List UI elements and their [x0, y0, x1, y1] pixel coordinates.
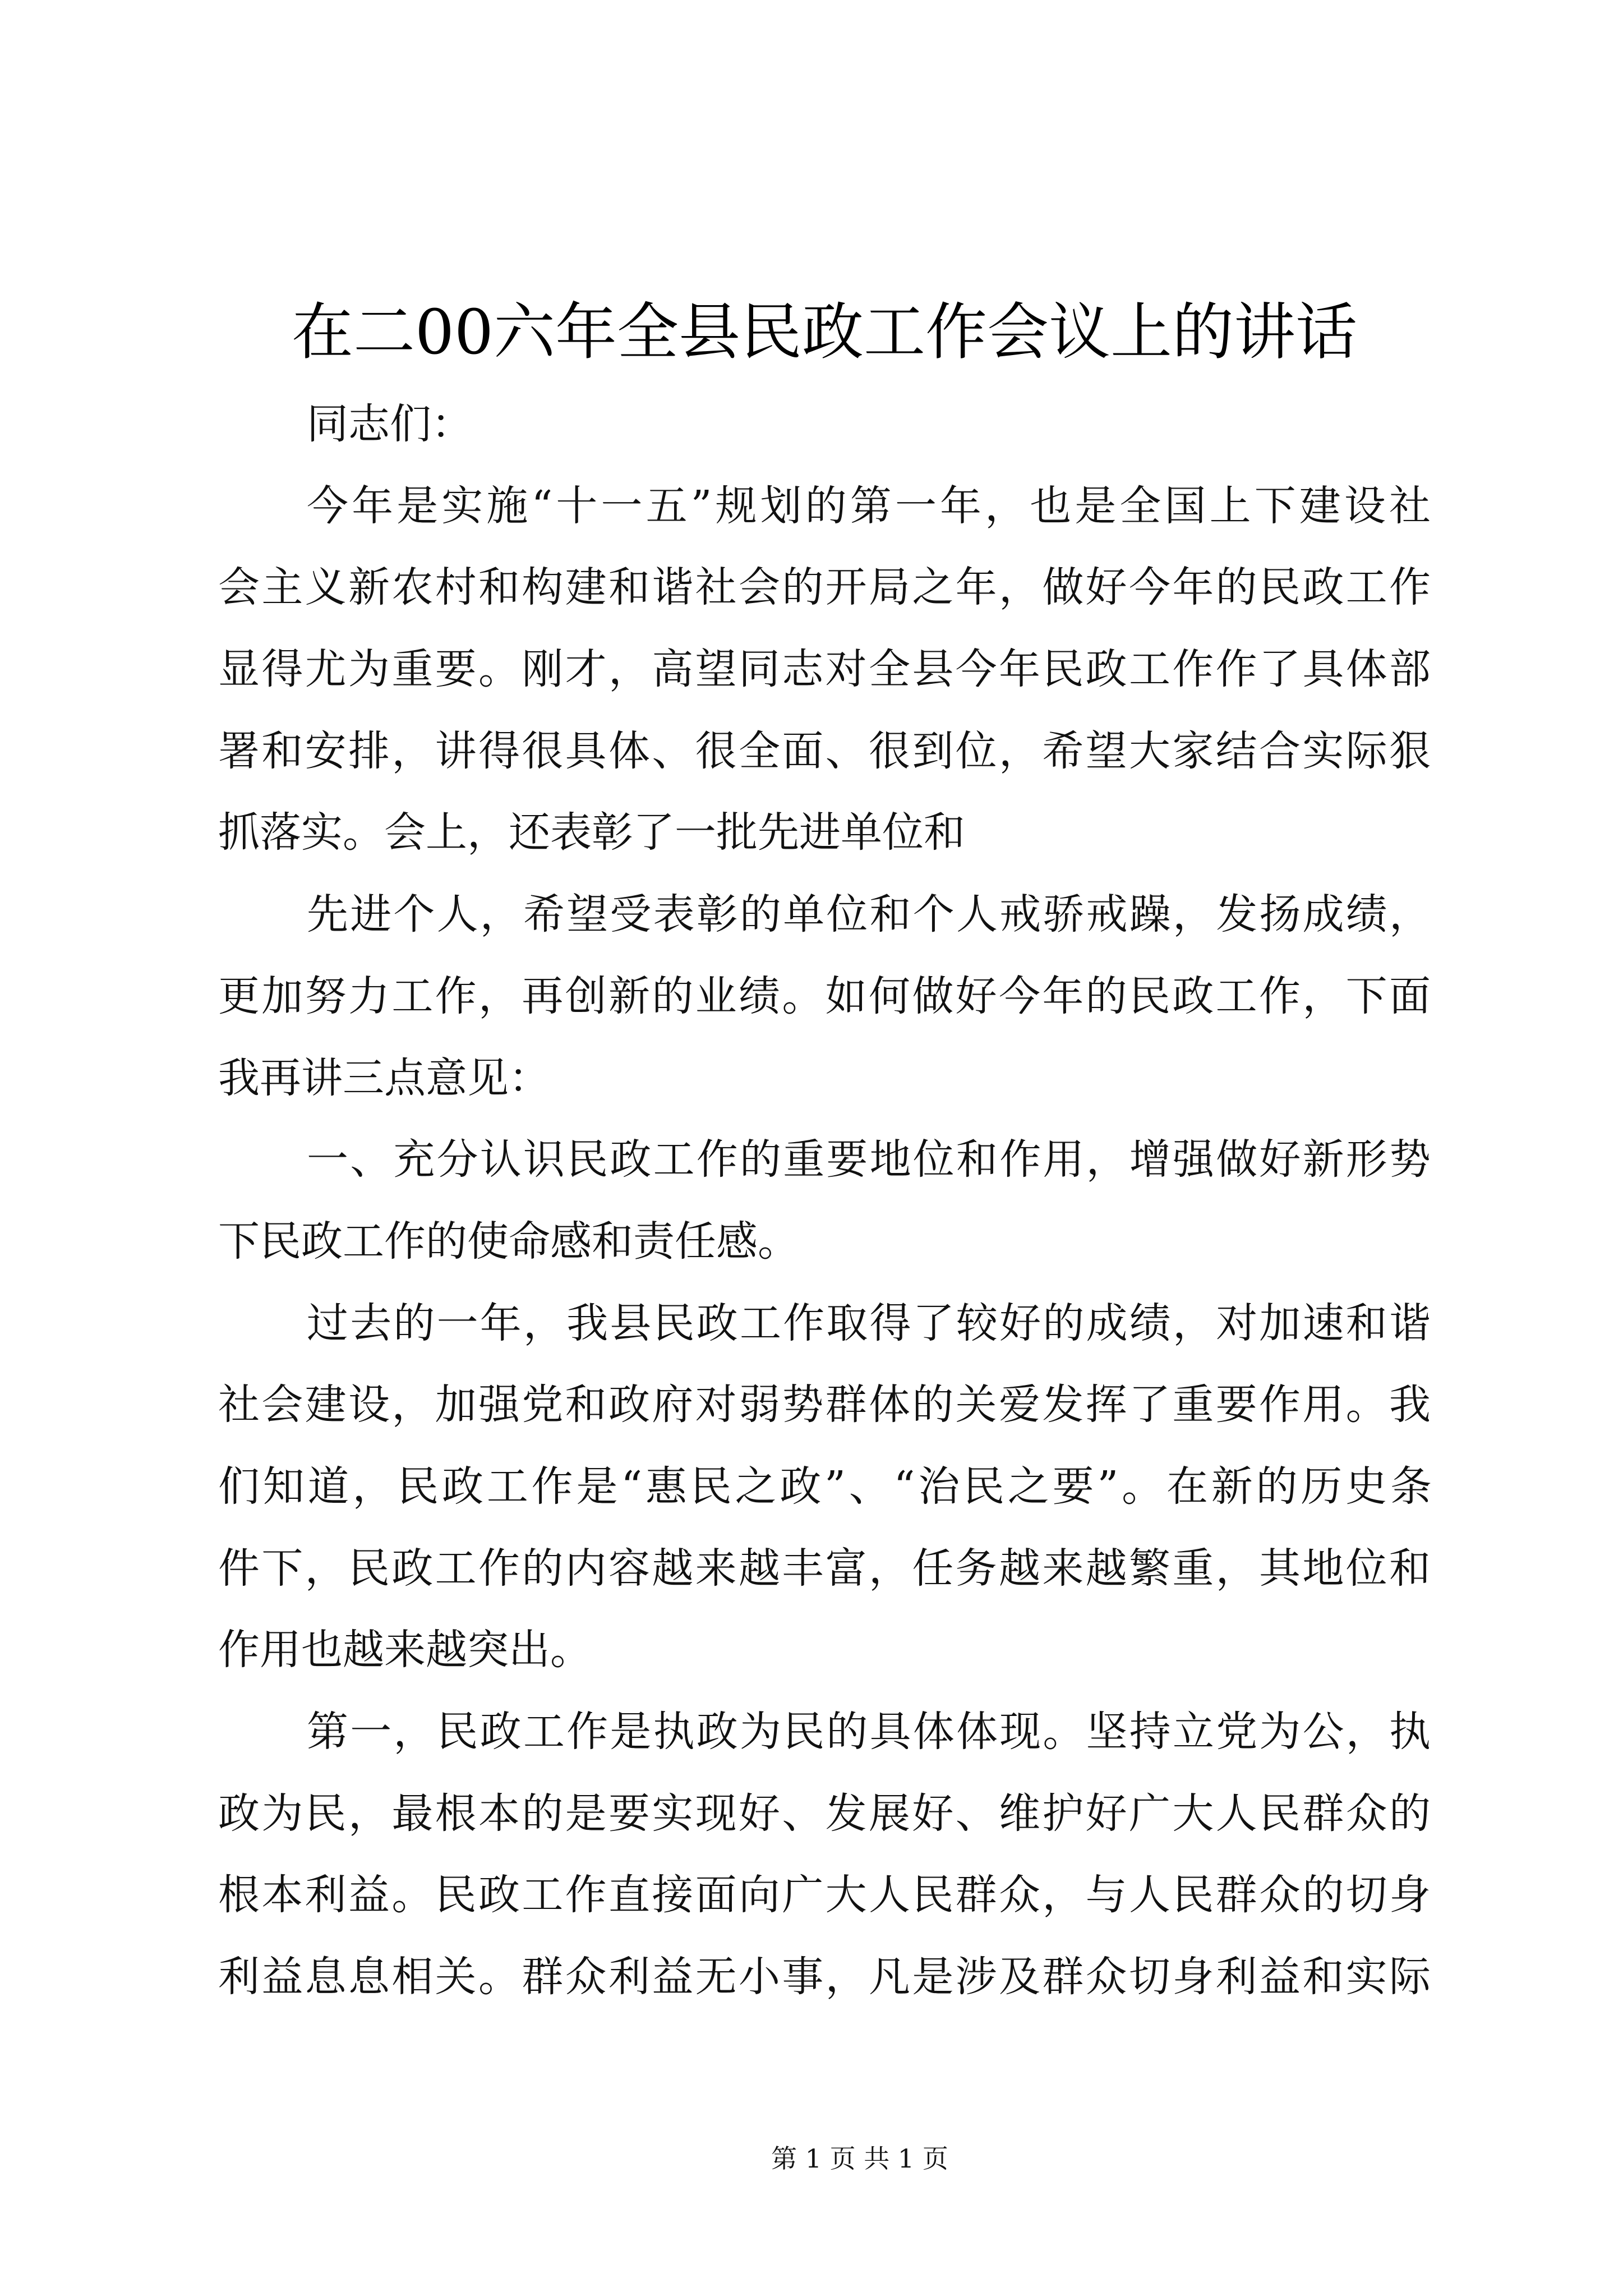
page-footer: 第 1 页 共 1 页	[771, 2143, 948, 2174]
paragraph-line: 根本利益。民政工作直接面向广大人民群众，与人民群众的切身	[218, 1871, 1431, 1920]
paragraph-line: 作用也越来越突出。	[218, 1626, 592, 1674]
paragraph-line: 社会建设，加强党和政府对弱势群体的关爱发挥了重要作用。我	[218, 1381, 1431, 1429]
section-heading-paragraph	[218, 1119, 1431, 1282]
paragraph	[218, 874, 1431, 1119]
paragraph-line: 政为民，最根本的是要实现好、发展好、维护好广大人民群众的	[218, 1789, 1431, 1838]
paragraph-line: 先进个人，希望受表彰的单位和个人戒骄戒躁，发扬成绩，	[307, 890, 1431, 939]
page-title: 在二00六年全县民政工作会议上的讲话	[292, 296, 1357, 368]
paragraph-line: 们知道，民政工作是“惠民之政”、“治民之要”。在新的历史条	[218, 1462, 1431, 1511]
paragraph-line: 我再讲三点意见：	[218, 1053, 550, 1102]
paragraph-line: 今年是实施“十一五”规划的第一年，也是全国上下建设社	[307, 481, 1431, 530]
paragraph	[218, 1691, 1431, 2018]
paragraph-line: 显得尤为重要。刚才，高望同志对全县今年民政工作作了具体部	[218, 645, 1431, 694]
salutation-paragraph	[218, 384, 1431, 466]
paragraph-line: 过去的一年，我县民政工作取得了较好的成绩，对加速和谐	[307, 1299, 1431, 1347]
paragraph-line: 抓落实。会上，还表彰了一批先进单位和	[218, 808, 965, 857]
paragraph-line: 署和安排，讲得很具体、很全面、很到位，希望大家结合实际狠	[218, 726, 1431, 775]
paragraph-line: 第一，民政工作是执政为民的具体体现。坚持立党为公，执	[307, 1708, 1431, 1756]
paragraph-line: 会主义新农村和构建和谐社会的开局之年，做好今年的民政工作	[218, 563, 1431, 612]
paragraph-line: 一、充分认识民政工作的重要地位和作用，增强做好新形势	[307, 1135, 1431, 1184]
paragraph-line: 利益息息相关。群众利益无小事，凡是涉及群众切身利益和实际	[218, 1953, 1431, 2001]
paragraph-line: 件下，民政工作的内容越来越丰富，任务越来越繁重，其地位和	[218, 1544, 1431, 1593]
document-body	[218, 384, 1431, 2018]
salutation: 同志们：	[307, 400, 473, 448]
paragraph-line: 下民政工作的使命感和责任感。	[218, 1217, 799, 1266]
paragraph	[218, 466, 1431, 874]
paragraph	[218, 1283, 1431, 1691]
paragraph-line: 更加努力工作，再创新的业绩。如何做好今年的民政工作，下面	[218, 972, 1431, 1020]
